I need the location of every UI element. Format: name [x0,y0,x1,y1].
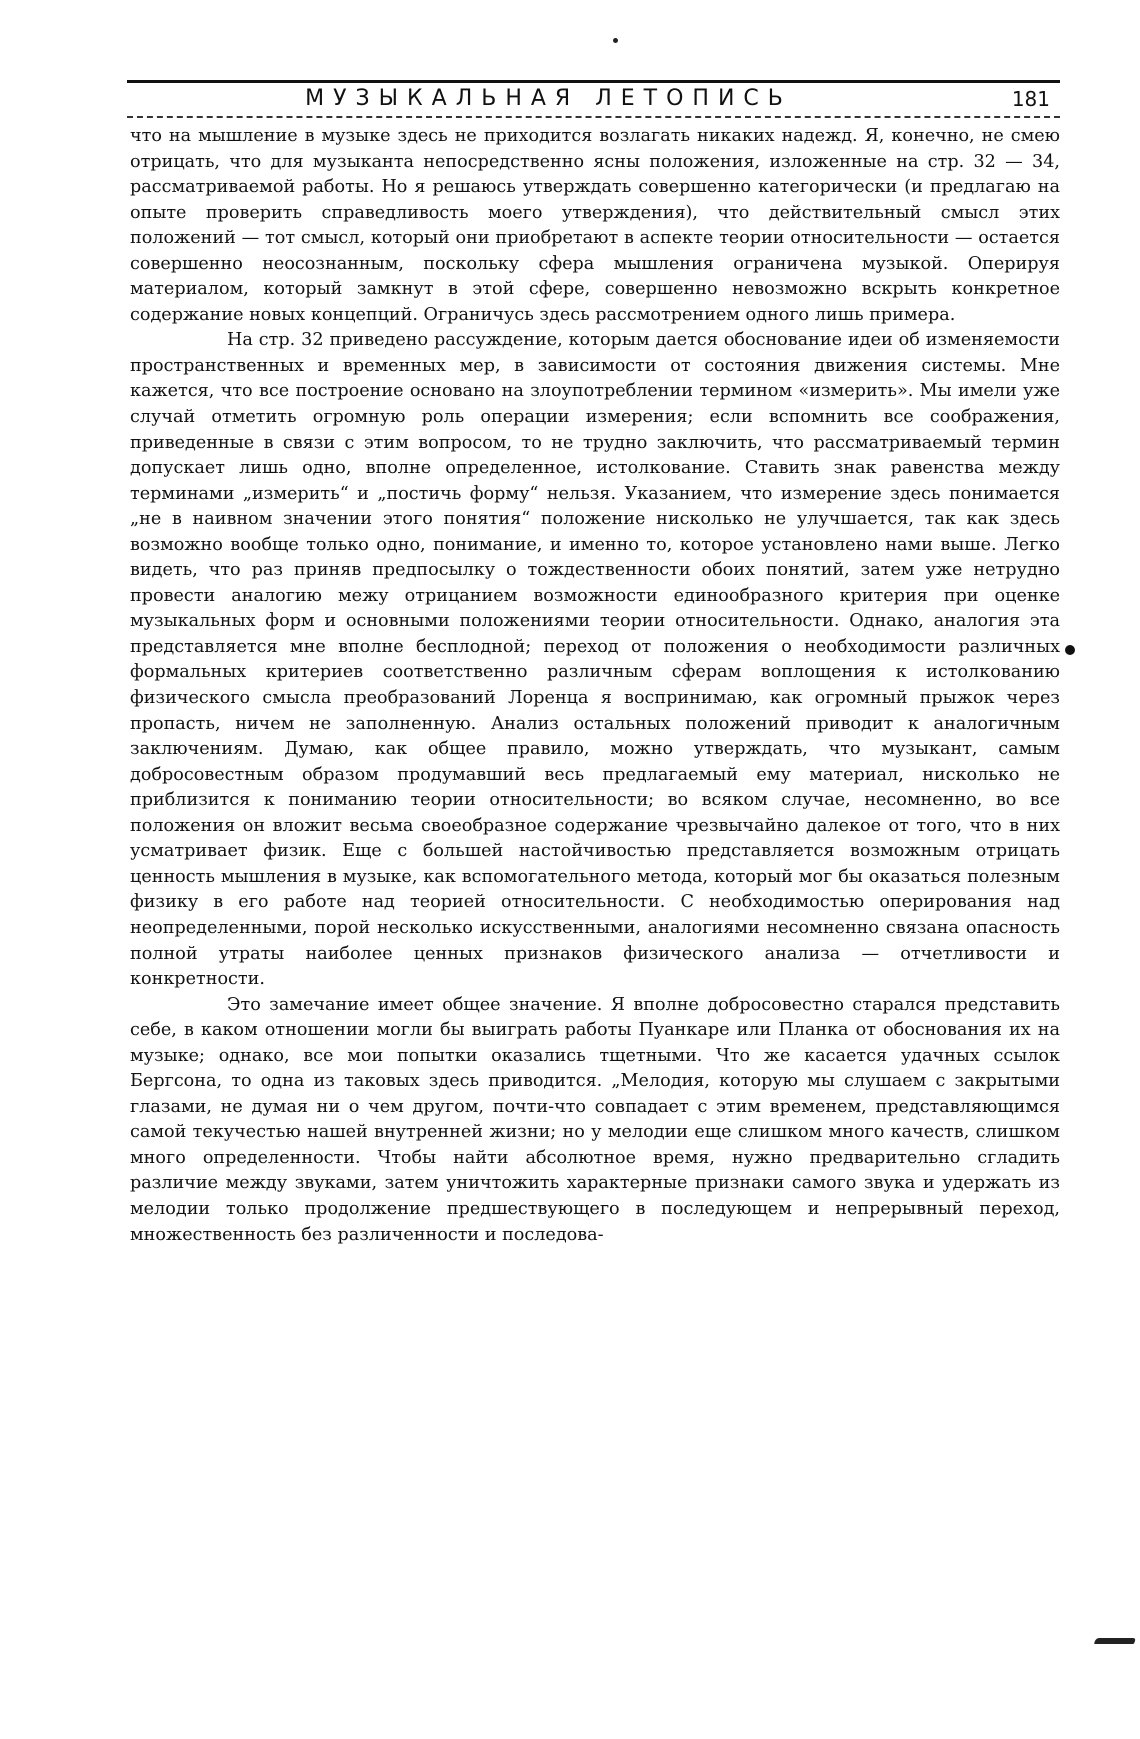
paragraph: Это замечание имеет общее значение. Я вполне добросовестно старался представить себе, в каком отношении могли бы выиграть работы Пуанкаре или Планка от обоснования их на музыке; однако, все мои попытки оказались тщетными. Что же касается удачных ссылок Бергсона, то одна из таковых здесь приводится. „Мелодия, которую мы слушаем с закрытыми глазами, не думая ни о чем другом, почти-что совпадает с этим временем, представляющимся самой текучестью нашей внутренней жизни; но у мелодии еще слишком много качеств, слишком много определенности. Чтобы найти абсолютное время, нужно предварительно сгладить различие между звуками, затем уничтожить характерные признаки самого звука и удержать из мелодии только продолжение предшествующего в последующем и непрерывный переход, множественность без различенности и последова- [130,994,1060,1245]
running-header-title: МУЗЫКАЛЬНАЯ ЛЕТОПИСЬ [305,86,792,111]
header-bottom-rule [127,116,1060,118]
ink-dot-mark [613,38,618,43]
paragraph: На стр. 32 приведено рассуждение, которым дается обоснование идеи об изменяемости пространственных и временных мер, в зависимости от состояния движения системы. Мне кажется, что все построение основано на злоупотреблении термином «измерить». Мы имели уже случай отметить огромную роль операции измерения; если вспомнить все соображения, приведенные в связи с этим вопросом, то не трудно заключить, что рассматриваемый термин допускает лишь одно, вполне определенное, истолкование. Ставить знак равенства между терминами „измерить“ и „постичь форму“ нельзя. Указанием, что измерение здесь понимается „не в наивном значении этого понятия“ положение нисколько не улучшается, так как здесь возможно вообще только одно, понимание, и именно то, которое установлено нами выше. Легко видеть, что раз приняв предпосылку о тождественности обоих понятий, затем уже нетрудно провести аналогию межу отрицанием возможности единообразного критерия при оценке музыкальных форм и основными положениями теории относительности. Однако, аналогия эта представляется мне вполне бесплодной; переход от положения о необходимости различных формальных критериев соответственно различным сферам воплощения к истолкованию физического смысла преобразований Лоренца я воспринимаю, как огромный прыжок через пропасть, ничем не заполненную. Анализ остальных положений приводит к аналогичным заключениям. Думаю, как общее правило, можно утверждать, что музыкант, самым добросовестным образом продумавший весь предлагаемый ему материал, нисколько не приблизится к пониманию теории относительности; во всяком случае, несомненно, во все положения он вложит весьма своеобразное содержание чрезвычайно далекое от того, что в них усматривает физик. Еще с большей настойчивостью представляется возможным отрицать ценность мышления в музыке, как вспомогательного метода, который мог бы оказаться полезным физику в его работе над теорией относительности. С необходимостью оперирования над неопределенными, порой несколько искусственными, аналогиями несомненно связана опасность полной утраты наиболее ценных признаков физического анализа — отчетливости и конкретности. [130,330,1060,990]
page-number: 181 [1011,87,1050,111]
header-top-rule [127,80,1060,83]
corner-ink-mark [1094,1638,1136,1644]
paragraph-continuation: что на мышление в музыке здесь не приходится возлагать никаких надежд. Я, конечно, не смею отрицать, что для музыканта непосредственно ясны положения, изложенные на стр. 32 — 34, рассматриваемой работы. Но я решаюсь утверждать совершенно категорически (и предлагаю на опыте проверить справедливость моего утверждения), что действительный смысл этих положений — тот смысл, который они приобретают в аспекте теории относительности — остается совершенно неосознанным, поскольку сфера мышления ограничена музыкой. Оперируя материалом, который замкнут в этой сфере, совершенно невозможно вскрыть конкретное содержание новых концепций. Ограничусь здесь рассмотрением одного лишь примера. [130,126,1060,325]
running-header [127,86,1060,114]
margin-ink-mark [1065,645,1075,655]
body-text [130,124,1060,1248]
